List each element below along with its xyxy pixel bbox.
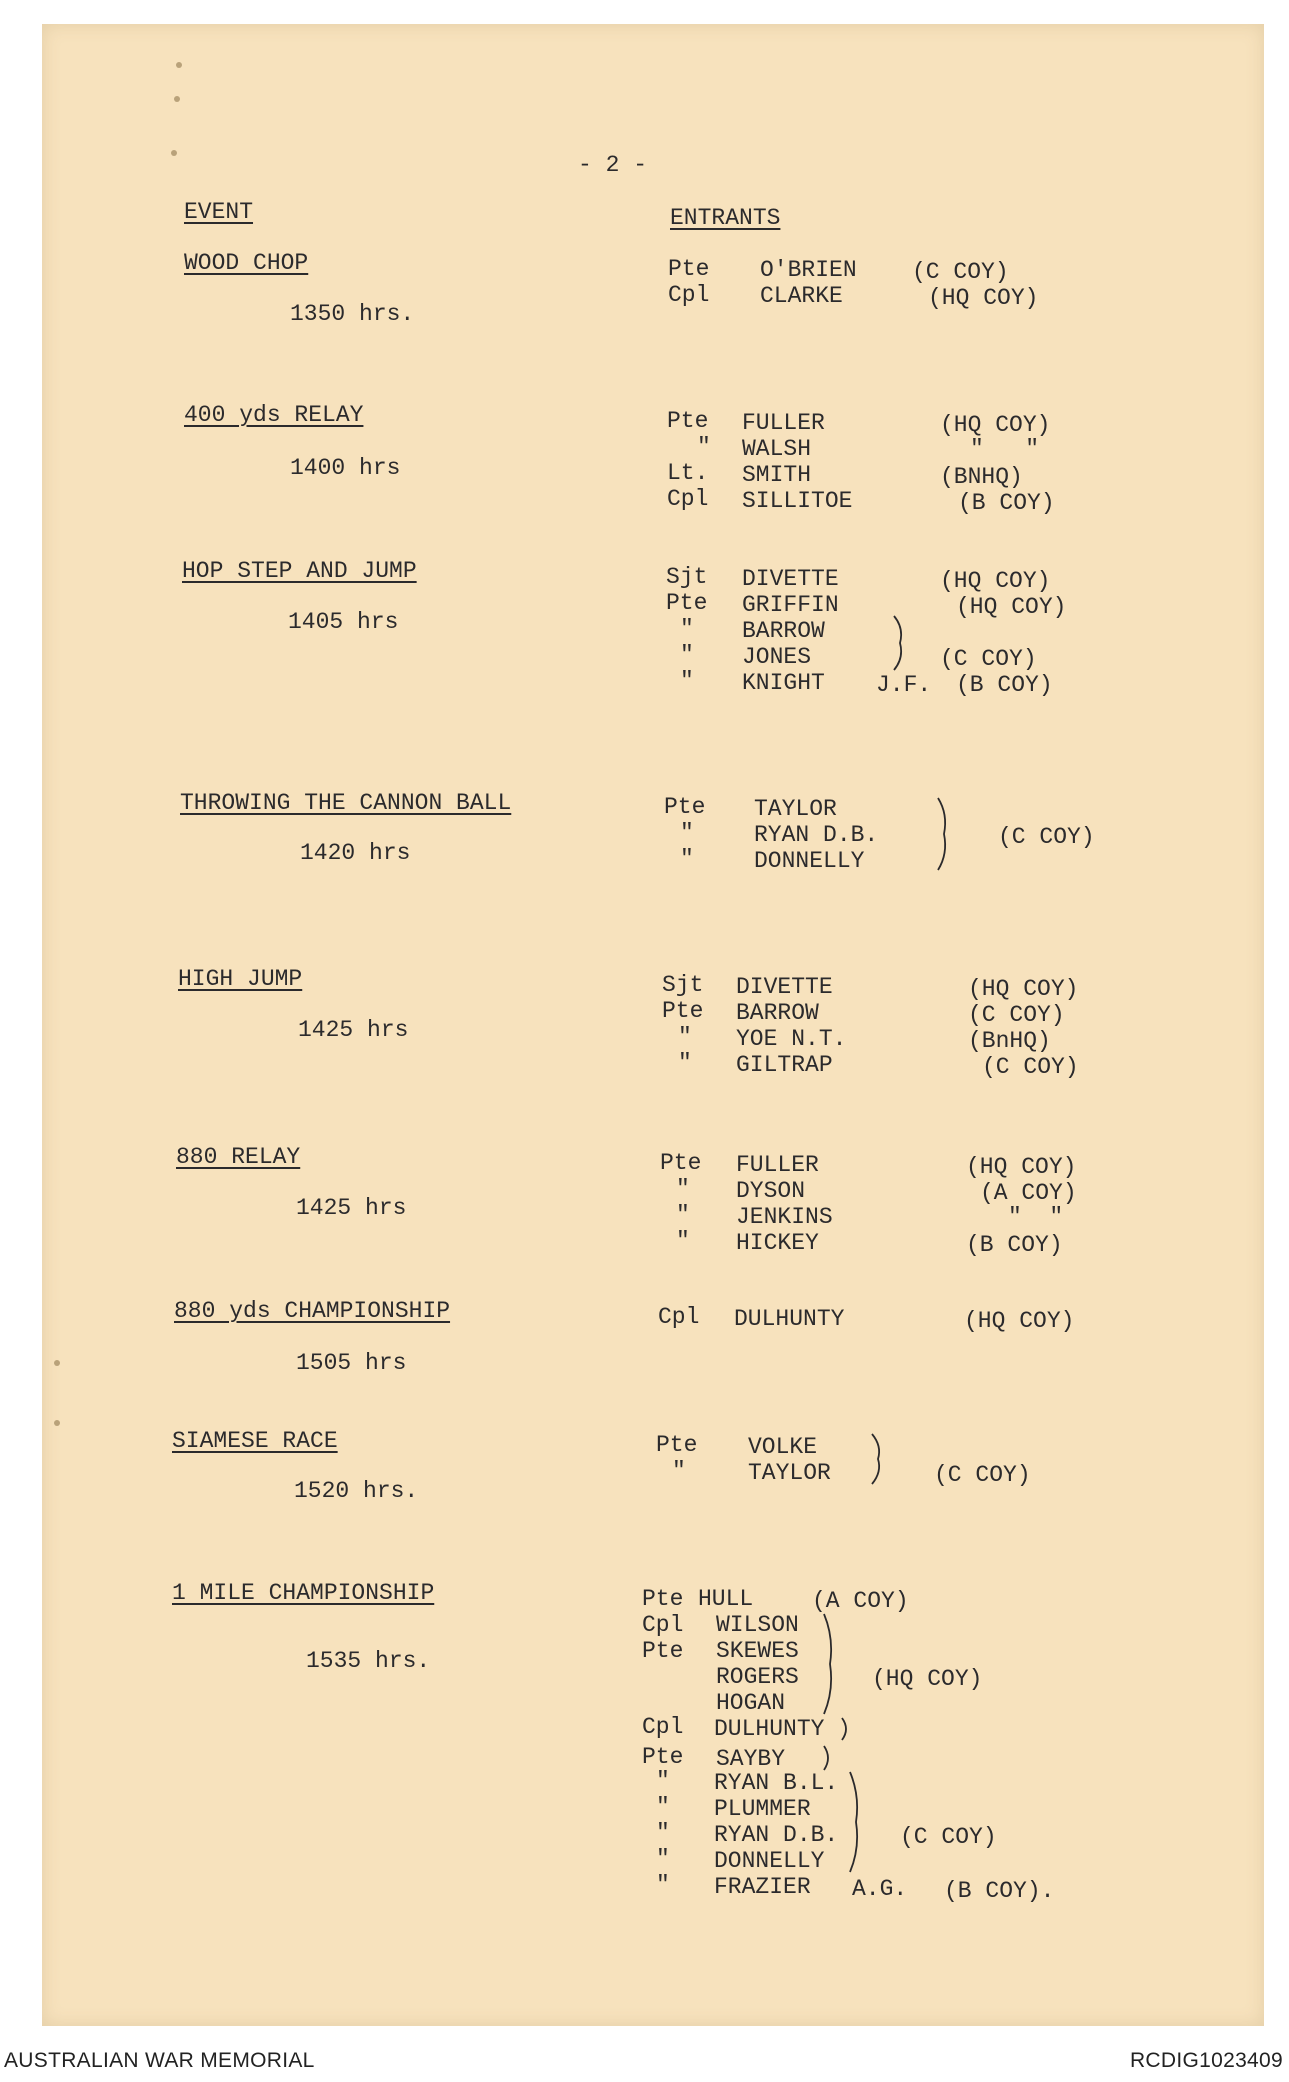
entrant-rank: " [656,1794,670,1820]
event-name: 880 yds CHAMPIONSHIP [174,1298,451,1324]
entrant-unit: (C COY) [982,1054,1079,1080]
entrant-unit: (A COY) [980,1180,1077,1206]
entrant-rank: " [680,642,694,668]
entrant-unit: (B COY) [958,490,1055,516]
entrant-unit: (B COY) [956,672,1053,698]
bracket [840,1716,852,1742]
entrant-rank: Pte [666,590,708,616]
bracket [870,1432,884,1486]
entrant-name: RYAN B.L. [714,1770,839,1796]
entrant-rank: " [680,616,694,642]
entrant-rank: Pte [656,1432,698,1458]
entrant-name: SMITH [742,462,812,488]
entrant-rank: " [676,1202,690,1228]
entrant-rank: " [656,1872,670,1898]
entrant-name: DIVETTE [736,974,833,1000]
pin-mark [54,1420,60,1426]
entrant-name: RYAN D.B. [714,1822,839,1848]
entrant-name: VOLKE [748,1434,818,1460]
entrant-rank: " [656,1768,670,1794]
entrant-rank: " [656,1846,670,1872]
entrant-name: TAYLOR [754,796,837,822]
entrant-name: HOGAN [716,1690,786,1716]
entrant-name: PLUMMER [714,1796,811,1822]
event-time: 1425 hrs [298,1017,409,1043]
pin-mark [171,150,177,156]
entrant-rank: Cpl [658,1304,700,1330]
event-time: 1505 hrs [296,1350,407,1376]
pin-mark [54,1360,60,1366]
entrant-unit: (HQ COY) [964,1308,1075,1334]
entrant-name: HICKEY [736,1230,819,1256]
entrant-name: CLARKE [760,283,843,309]
event-name: WOOD CHOP [184,250,309,276]
bracket [822,1744,834,1772]
pin-mark [174,96,180,102]
page-number: - 2 - [578,152,648,178]
event-time: 1350 hrs. [290,301,415,327]
entrant-name: HULL [698,1586,754,1612]
entrant-rank: " [676,1228,690,1254]
event-name: 880 RELAY [176,1144,301,1170]
entrant-name: DONNELLY [714,1848,825,1874]
event-time: 1420 hrs [300,840,411,866]
footer-archive-name: AUSTRALIAN WAR MEMORIAL [4,2049,315,2072]
entrant-rank: Pte [662,998,704,1024]
entrant-unit: (HQ COY) [968,976,1079,1002]
entrant-unit: (C COY) [912,259,1009,285]
entrant-rank: " [680,668,694,694]
entrant-unit: (C COY) [934,1462,1031,1488]
bracket [936,796,950,872]
event-time: 1400 hrs [290,455,401,481]
event-time: 1535 hrs. [306,1648,431,1674]
entrant-unit: (HQ COY) [966,1154,1077,1180]
entrant-unit: (B COY) [966,1232,1063,1258]
entrant-name: TAYLOR [748,1460,831,1486]
bracket [848,1770,862,1874]
entrant-rank: Pte [660,1150,702,1176]
entrant-initials: J.F. [876,672,932,698]
entrant-unit: (C COY) [998,824,1095,850]
entrant-rank: Lt. [667,460,709,486]
event-name: HOP STEP AND JUMP [182,558,417,584]
entrant-rank: Cpl [642,1612,684,1638]
entrant-name: WALSH [742,436,812,462]
entrant-rank: Pte [668,256,710,282]
entrant-name: FRAZIER [714,1874,811,1900]
entrant-unit: (HQ COY) [940,412,1051,438]
entrant-rank: Cpl [667,486,709,512]
entrant-name: DYSON [736,1178,806,1204]
entrant-rank: Pte [667,408,709,434]
entrant-name: DIVETTE [742,566,839,592]
entrant-rank: " [676,1176,690,1202]
event-name: HIGH JUMP [178,966,303,992]
event-time: 1405 hrs [288,609,399,635]
entrant-rank: " [672,1458,686,1484]
entrant-unit: (C COY) [968,1002,1065,1028]
entrant-rank: Pte [664,794,706,820]
entrant-name: FULLER [736,1152,819,1178]
entrant-unit: " " [1008,1204,1064,1230]
entrant-name: JONES [742,644,812,670]
pin-mark [176,62,182,68]
entrant-unit: " " [970,436,1040,462]
entrant-name: DONNELLY [754,848,865,874]
entrant-name: SKEWES [716,1638,799,1664]
entrant-rank: Pte [642,1638,684,1664]
entrant-unit: (BnHQ) [968,1028,1051,1054]
entrant-rank: Cpl [668,282,710,308]
entrant-name: GRIFFIN [742,592,839,618]
entrant-rank: Sjt [666,564,708,590]
entrant-name: GILTRAP [736,1052,833,1078]
entrant-unit: (C COY) [900,1824,997,1850]
column-header-entrants: ENTRANTS [670,205,781,231]
entrant-name: SILLITOE [742,488,853,514]
bracket [892,614,906,672]
event-name: SIAMESE RACE [172,1428,338,1454]
entrant-name: JENKINS [736,1204,833,1230]
entrant-rank: " [680,820,694,846]
entrant-rank: Pte [642,1744,684,1770]
bracket [822,1612,836,1716]
entrant-rank: Cpl [642,1714,684,1740]
entrant-unit: (BNHQ) [940,464,1023,490]
event-time: 1520 hrs. [294,1478,419,1504]
event-time: 1425 hrs [296,1195,407,1221]
event-name: THROWING THE CANNON BALL [180,790,512,816]
entrant-unit: (HQ COY) [872,1666,983,1692]
event-name: 400 yds RELAY [184,402,364,428]
entrant-rank: " [678,1024,692,1050]
entrant-name: YOE N.T. [736,1026,847,1052]
entrant-unit: (HQ COY) [956,594,1067,620]
entrant-name: BARROW [742,618,825,644]
entrant-name: BARROW [736,1000,819,1026]
entrant-rank: " [656,1820,670,1846]
entrant-initials: A.G. [852,1876,908,1902]
column-header-event: EVENT [184,199,254,225]
entrant-name: WILSON [716,1612,799,1638]
entrant-name: FULLER [742,410,825,436]
entrant-unit: (HQ COY) [928,285,1039,311]
entrant-rank: " [697,434,711,460]
entrant-name: O'BRIEN [760,257,857,283]
entrant-unit: (A COY) [812,1588,909,1614]
footer-record-id: RCDIG1023409 [1129,2049,1283,2072]
entrant-rank: Sjt [662,972,704,998]
entrant-name: ROGERS [716,1664,799,1690]
entrant-name: DULHUNTY [734,1306,845,1332]
entrant-name: RYAN D.B. [754,822,879,848]
entrant-unit: (C COY) [940,646,1037,672]
entrant-rank: " [680,846,694,872]
entrant-rank: " [678,1050,692,1076]
entrant-rank: Pte [642,1586,684,1612]
entrant-name: SAYBY [716,1746,786,1772]
entrant-unit: (B COY). [944,1878,1055,1904]
entrant-name: DULHUNTY [714,1716,825,1742]
entrant-name: KNIGHT [742,670,825,696]
entrant-unit: (HQ COY) [940,568,1051,594]
event-name: 1 MILE CHAMPIONSHIP [172,1580,435,1606]
